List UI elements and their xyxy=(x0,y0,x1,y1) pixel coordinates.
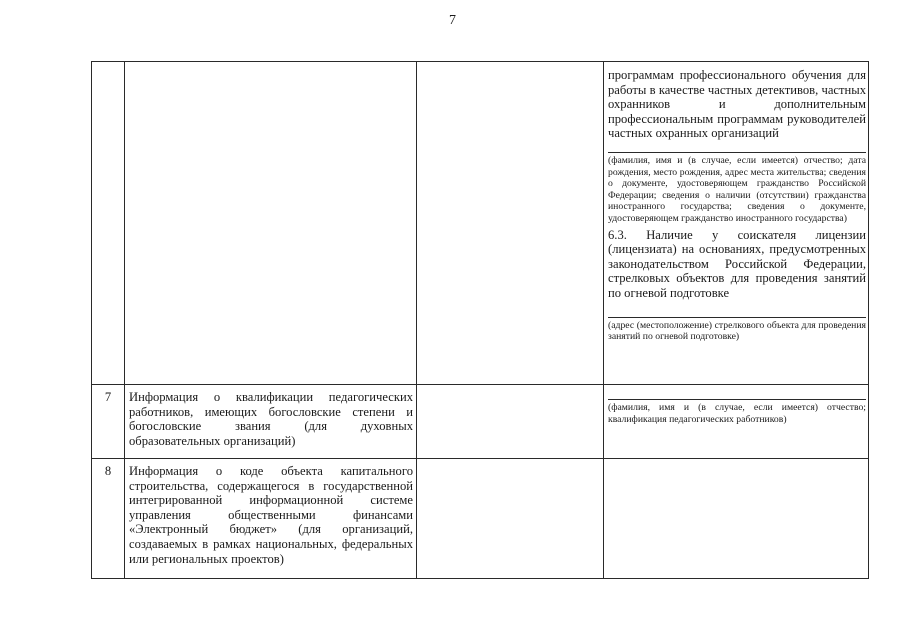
training-programs-text: программам профессионального обучения для работы в качестве частных детективов, частных охранников и дополнительным профессиональным программам руководителей частных охранных организаций xyxy=(608,68,866,141)
number-cell xyxy=(92,62,125,385)
row-number: 8 xyxy=(92,459,125,579)
details-cell xyxy=(604,385,869,459)
blank-cell xyxy=(417,459,604,579)
description-cell xyxy=(125,62,417,385)
teachers-note: (фамилия, имя и (в случае, если имеется) отчество; квалификация педагогических работников) xyxy=(608,399,866,425)
row-description: Информация о квалификации педагогических работников, имеющих богословские степени и богословские звания (для духовных образовательных организаций) xyxy=(125,385,417,459)
license-info-table xyxy=(91,61,869,579)
table-row-7 xyxy=(92,385,869,459)
blank-cell xyxy=(417,385,604,459)
table-row-continued xyxy=(92,62,869,385)
details-cell xyxy=(604,62,869,385)
table-row-8 xyxy=(92,459,869,579)
row-description: Информация о коде объекта капитального строительства, содержащегося в государственной интегрированной информационной системе управления общественными финансами «Электронный бюджет» (для организаций, создаваемых в рамках национальных, федеральных или региональных проектов) xyxy=(125,459,417,579)
shooting-facilities-text: 6.3. Наличие у соискателя лицензии (лицензиата) на основаниях, предусмотренных законодательством Российской Федерации, стрелковых объектов для проведения занятий по огневой подготовке xyxy=(608,227,866,300)
shooting-address-note: (адрес (местоположение) стрелкового объекта для проведения занятий по огневой подготовке) xyxy=(608,317,866,343)
person-details-note: (фамилия, имя и (в случае, если имеется) отчество; дата рождения, место рождения, адрес места жительства; сведения о документе, удостоверяющем гражданство Российской Федерации; сведения о наличии (отсутствии) гражданства иностранного государства; сведения о документе, удостоверяющем гражданство иностранного государства) xyxy=(608,152,866,225)
row-number: 7 xyxy=(92,385,125,459)
page-number: 7 xyxy=(449,13,456,28)
blank-cell xyxy=(417,62,604,385)
details-cell xyxy=(604,459,869,579)
